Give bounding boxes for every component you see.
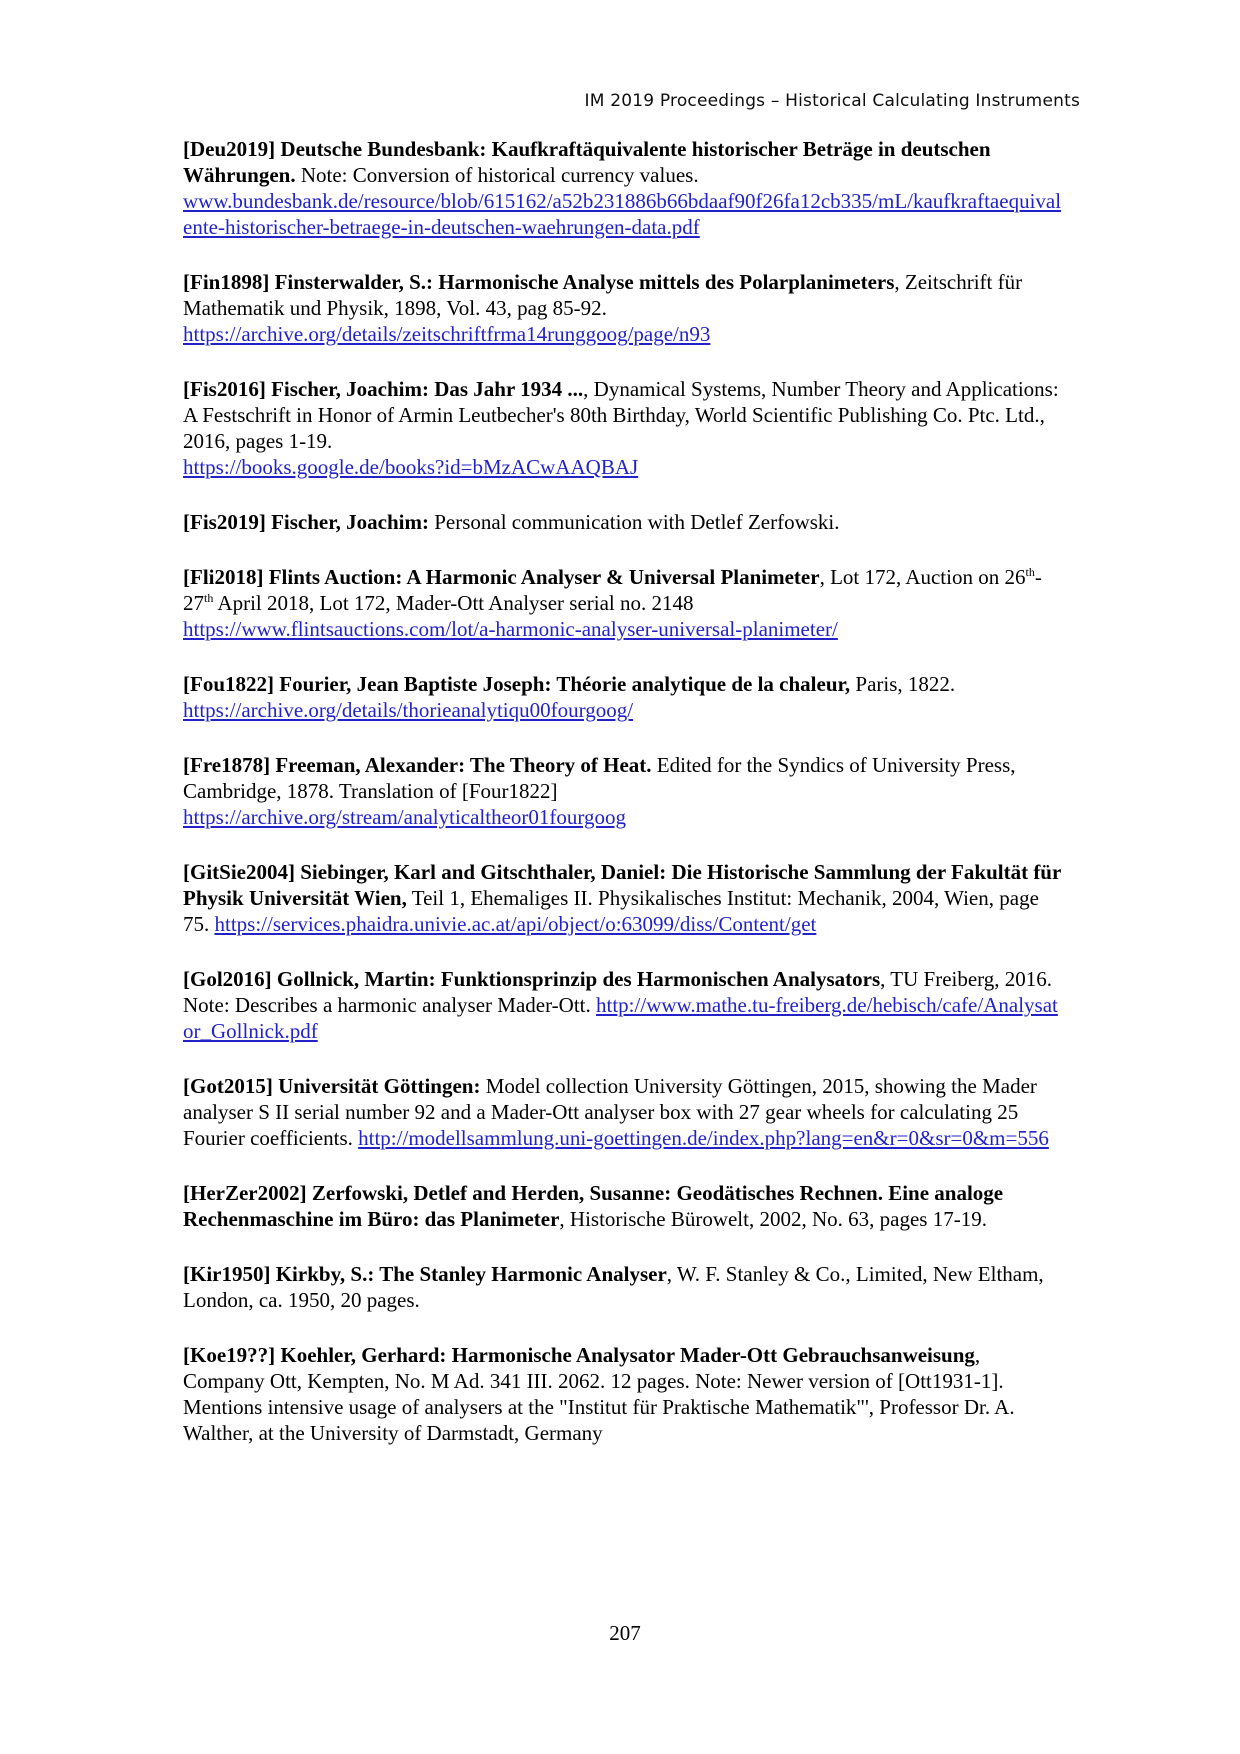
reference-title: [Fou1822] Fourier, Jean Baptiste Joseph: Théorie analytique de la chaleur,: [183, 672, 851, 696]
reference-detail: , Zeitschrift für Mathematik und Physik, 1898, Vol. 43, pag 85-92.: [183, 270, 1023, 320]
running-header: IM 2019 Proceedings – Historical Calculating Instruments: [584, 91, 1080, 111]
reference-link[interactable]: https://www.flintsauctions.com/lot/a-harmonic-analyser-universal-planimeter/: [183, 617, 838, 641]
reference-list: [183, 136, 1067, 1475]
reference-entry: [183, 671, 1067, 723]
reference-detail: Teil 1, Ehemaliges II. Physikalisches Institut: Mechanik, 2004, Wien, page 75.: [183, 886, 1039, 936]
reference-title: [HerZer2002] Zerfowski, Detlef and Herden, Susanne: Geodätisches Rechnen. Eine analoge Rechenmaschine im Büro: das Planimeter: [183, 1181, 1004, 1231]
reference-entry: [183, 1073, 1067, 1151]
reference-title: [Fre1878] Freeman, Alexander: The Theory of Heat.: [183, 753, 652, 777]
reference-detail: , Dynamical Systems, Number Theory and Applications: A Festschrift in Honor of Armin Leutbecher's 80th Birthday, World Scientific Publishing Co. Ptc. Ltd., 2016, pages 1-19.: [183, 377, 1059, 453]
reference-title: [Gol2016] Gollnick, Martin: Funktionsprinzip des Harmonischen Analysators: [183, 967, 881, 991]
reference-link[interactable]: www.bundesbank.de/resource/blob/615162/a52b231886b66bdaaf90f26fa12cb335/mL/kaufkraftaequivalente-historischer-betraege-in-deutschen-waehrungen-data.pdf: [183, 189, 1062, 239]
reference-title: [Got2015] Universität Göttingen:: [183, 1074, 481, 1098]
reference-entry: [183, 1261, 1067, 1313]
reference-title: [Fis2016] Fischer, Joachim: Das Jahr 1934 ...: [183, 377, 584, 401]
reference-title: [GitSie2004] Siebinger, Karl and Gitschthaler, Daniel: Die Historische Sammlung der Fakultät für Physik Universität Wien,: [183, 860, 1061, 910]
reference-entry: [183, 859, 1067, 937]
reference-link[interactable]: http://modellsammlung.uni-goettingen.de/index.php?lang=en&r=0&sr=0&m=556: [358, 1126, 1049, 1150]
reference-link[interactable]: https://archive.org/details/zeitschriftfrma14runggoog/page/n93: [183, 322, 711, 346]
reference-entry: [183, 509, 1067, 535]
reference-link[interactable]: https://services.phaidra.univie.ac.at/api/object/o:63099/diss/Content/get: [214, 912, 817, 936]
reference-detail: th: [1025, 565, 1035, 579]
page-number: 207: [609, 1621, 641, 1645]
reference-detail: , Historische Bürowelt, 2002, No. 63, pages 17-19.: [559, 1207, 987, 1231]
reference-detail: April 2018, Lot 172, Mader-Ott Analyser serial no. 2148: [213, 591, 694, 615]
reference-detail: Note: Conversion of historical currency values.: [295, 163, 699, 187]
reference-detail: -27: [183, 565, 1042, 615]
reference-entry: [183, 136, 1067, 240]
reference-entry: [183, 752, 1067, 830]
reference-link[interactable]: https://archive.org/stream/analyticaltheor01fourgoog: [183, 805, 627, 829]
reference-entry: [183, 1342, 1067, 1446]
reference-detail: Paris, 1822.: [850, 672, 956, 696]
reference-entry: [183, 966, 1067, 1044]
reference-detail: , Lot 172, Auction on 26: [819, 565, 1026, 589]
reference-detail: , Company Ott, Kempten, No. M Ad. 341 III. 2062. 12 pages. Note: Newer version of [Ott1931-1]. Mentions intensive usage of analysers at the "Institut für Praktische Mathematik"', Professor Dr. A. Walther, at the University of Darmstadt, Germany: [183, 1343, 1015, 1445]
reference-title: [Deu2019] Deutsche Bundesbank: Kaufkraftäquivalente historischer Beträge in deutschen Währungen.: [183, 137, 991, 187]
reference-detail: Personal communication with Detlef Zerfowski.: [428, 510, 840, 534]
reference-detail: Edited for the Syndics of University Press, Cambridge, 1878. Translation of [Four1822]: [183, 753, 1016, 803]
reference-title: [Fli2018] Flints Auction: A Harmonic Analyser & Universal Planimeter: [183, 565, 820, 589]
reference-link[interactable]: http://www.mathe.tu-freiberg.de/hebisch/cafe/Analysator_Gollnick.pdf: [183, 993, 1058, 1043]
reference-detail: Model collection University Göttingen, 2015, showing the Mader analyser S II serial number 92 and a Mader-Ott analyser box with 27 gear wheels for calculating 25 Fourier coefficients.: [183, 1074, 1037, 1150]
reference-title: [Kir1950] Kirkby, S.: The Stanley Harmonic Analyser: [183, 1262, 667, 1286]
reference-entry: [183, 1180, 1067, 1232]
reference-title: [Koe19??] Koehler, Gerhard: Harmonische Analysator Mader-Ott Gebrauchsanweisung: [183, 1343, 975, 1367]
reference-detail: , W. F. Stanley & Co., Limited, New Eltham, London, ca. 1950, 20 pages.: [183, 1262, 1044, 1312]
reference-link[interactable]: https://books.google.de/books?id=bMzACwAAQBAJ: [183, 455, 639, 479]
reference-title: [Fin1898] Finsterwalder, S.: Harmonische Analyse mittels des Polarplanimeters: [183, 270, 895, 294]
reference-entry: [183, 564, 1067, 642]
reference-entry: [183, 376, 1067, 480]
reference-detail: th: [204, 591, 214, 605]
reference-detail: , TU Freiberg, 2016. Note: Describes a harmonic analyser Mader-Ott.: [183, 967, 1053, 1017]
reference-title: [Fis2019] Fischer, Joachim:: [183, 510, 429, 534]
reference-link[interactable]: https://archive.org/details/thorieanalytiqu00fourgoog/: [183, 698, 634, 722]
reference-entry: [183, 269, 1067, 347]
